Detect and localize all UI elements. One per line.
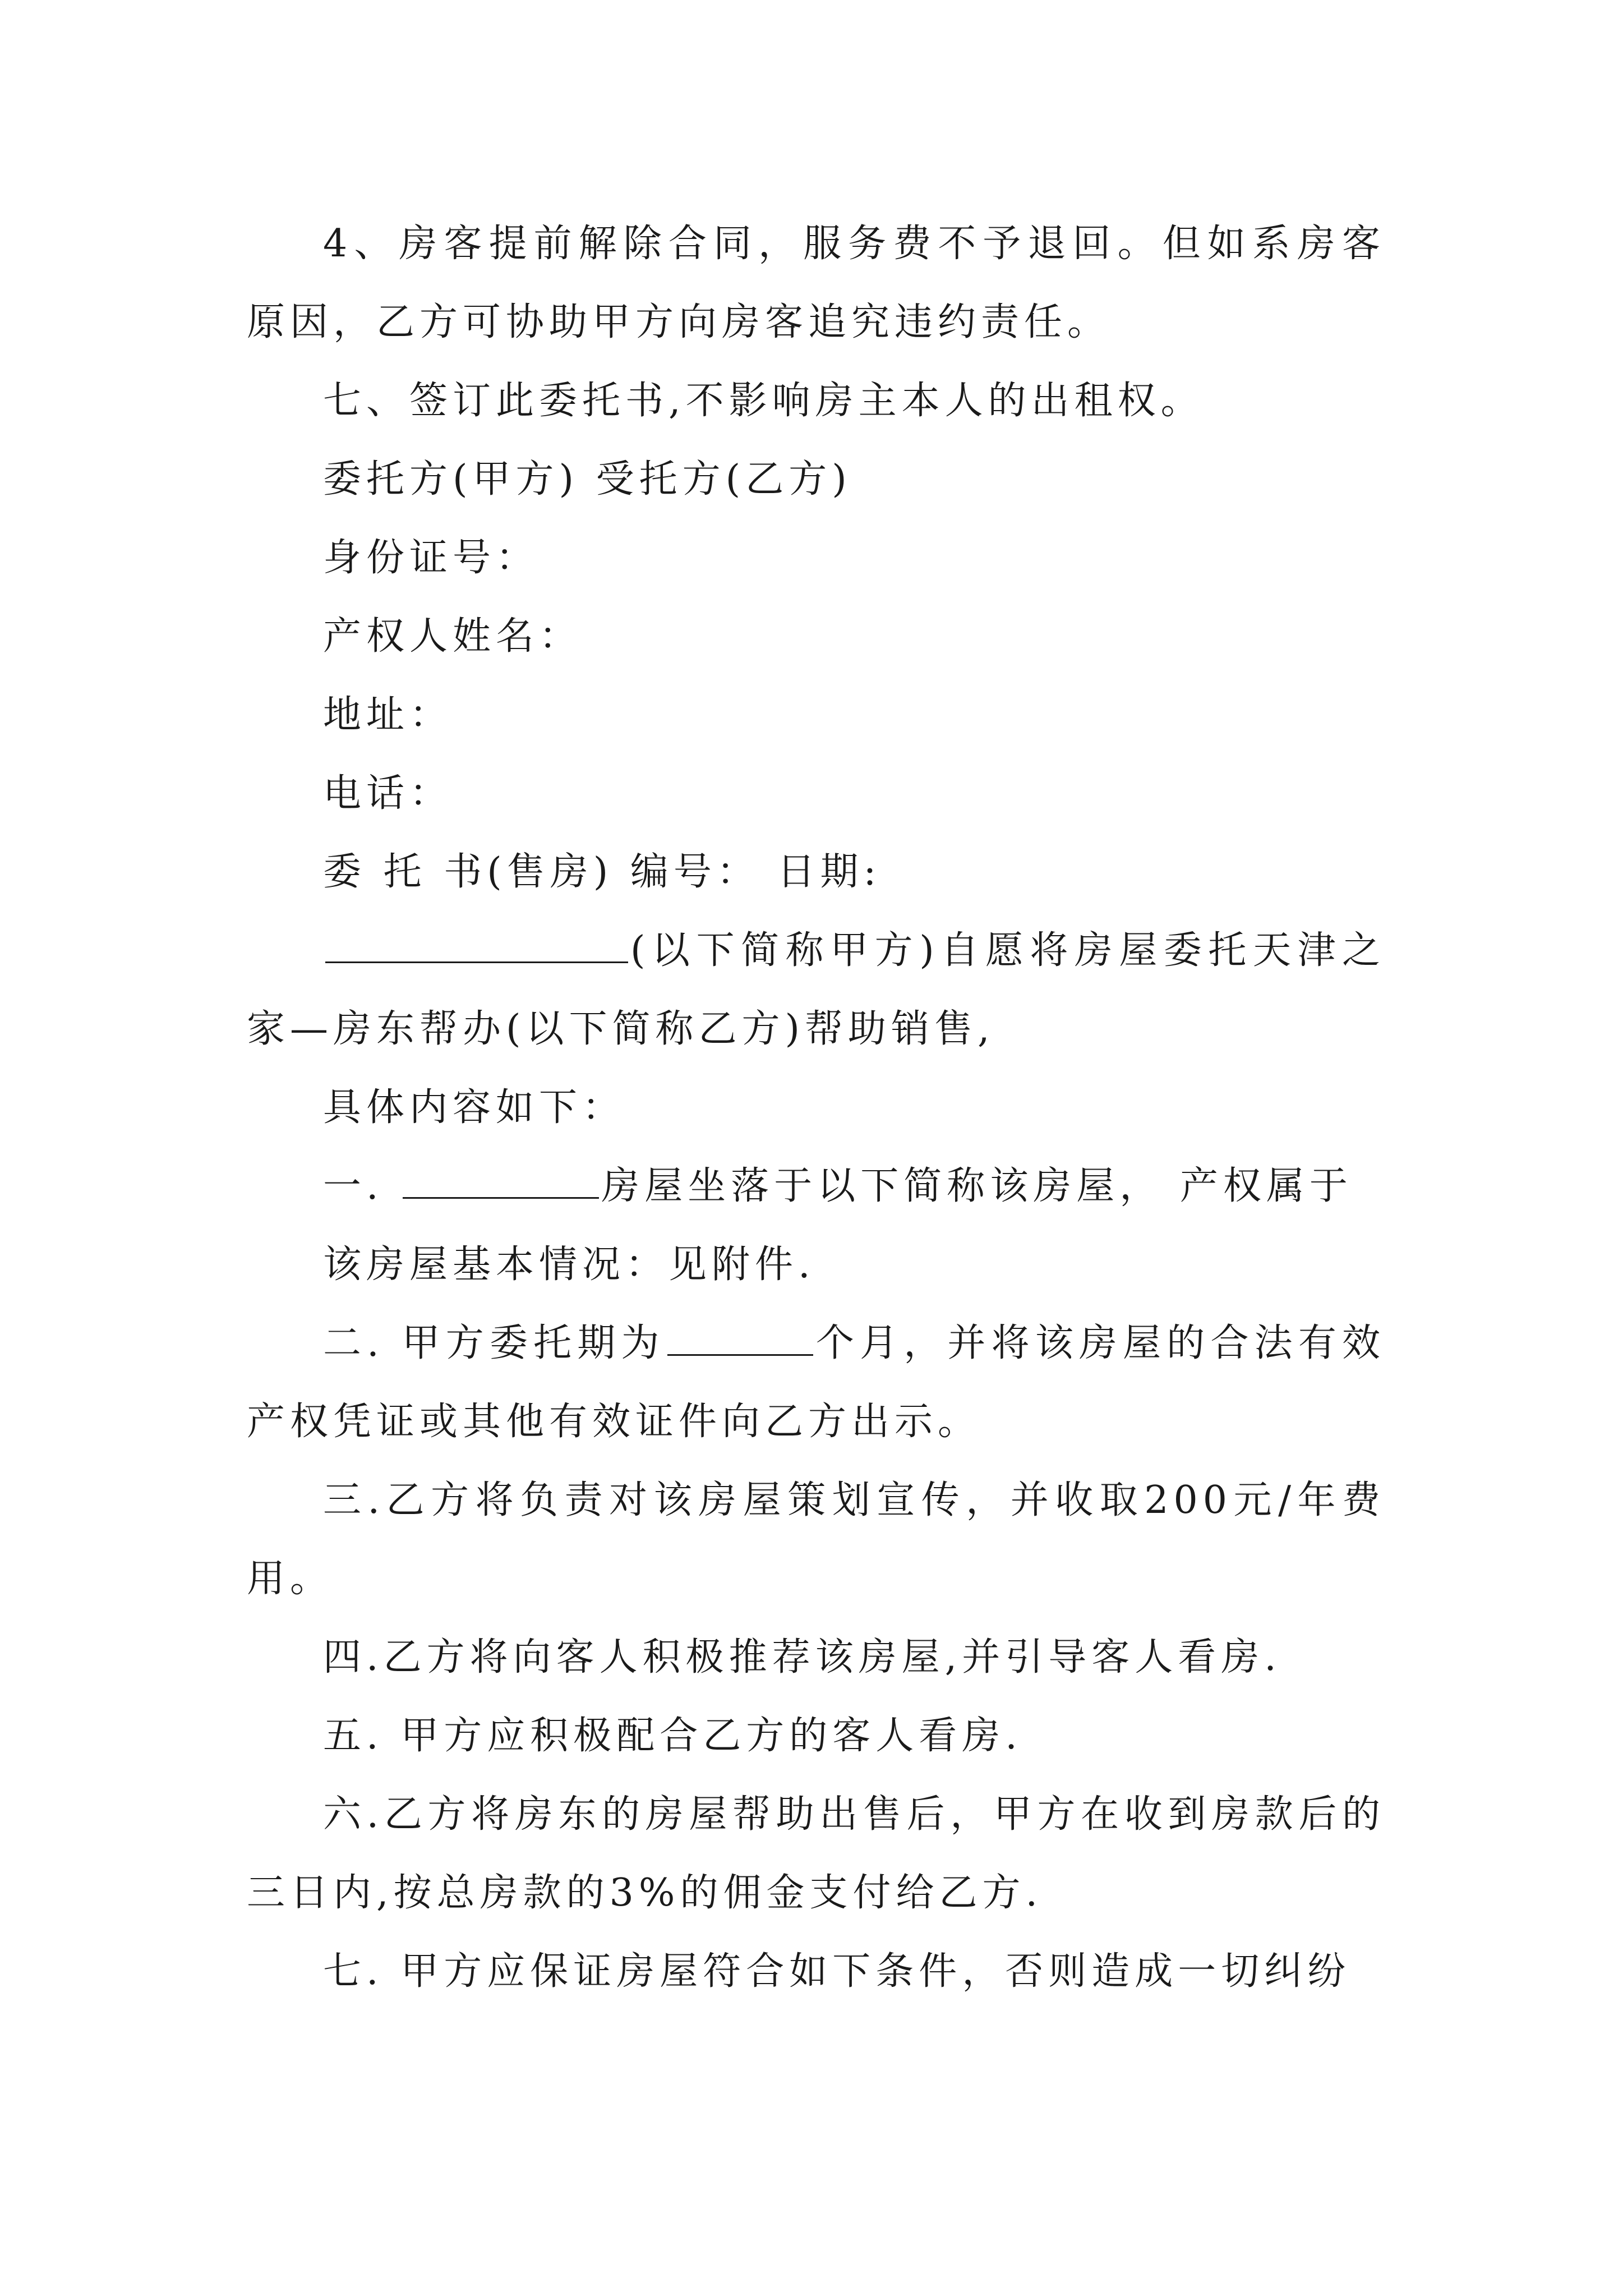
clause-6-commission: 六.乙方将房东的房屋帮助出售后，甲方在收到房款后的三日内,按总房款的3%的佣金支付给乙方. [247, 1792, 1385, 1915]
field-owner-name: 产权人姓名： [323, 614, 583, 659]
clause-1-number: 一. [323, 1164, 401, 1208]
clause-1-text: 房屋坐落于以下简称该房屋， 产权属于 [601, 1164, 1353, 1208]
paragraph-basic-info: 该房屋基本情况：见附件. [323, 1243, 815, 1287]
paragraph-entrust-sale [247, 912, 1385, 1069]
clause-2-lead: 二. 甲方委托期为 [323, 1321, 665, 1365]
field-id-number: 身份证号： [323, 536, 540, 580]
blank-months [667, 1320, 813, 1356]
clause-3-fee: 三.乙方将负责对该房屋策划宣传，并收取200元/年费用。 [247, 1478, 1385, 1601]
sale-commission-heading: 委 托 书(售房) 编号： 日期: [323, 850, 882, 894]
paragraph-early-termination: 4、房客提前解除合同，服务费不予退回。但如系房客原因，乙方可协助甲方向房客追究违约责任。 [247, 222, 1385, 344]
clause-5-cooperate: 五. 甲方应积极配合乙方的客人看房. [323, 1714, 1022, 1758]
paragraph-parties: 委托方(甲方) 受托方(乙方) [323, 457, 852, 501]
clause-4-recommend: 四.乙方将向客人积极推荐该房屋,并引导客人看房. [323, 1635, 1281, 1680]
entrust-sale-text: (以下简称甲方)自愿将房屋委托天津之家—房东帮办(以下简称乙方)帮助销售, [247, 928, 1385, 1051]
document-body [247, 205, 1385, 2011]
clause-7-conditions: 七. 甲方应保证房屋符合如下条件，否则造成一切纠纷 [323, 1949, 1351, 1994]
paragraph-rental-right: 七、签订此委托书,不影响房主本人的出租权。 [323, 379, 1204, 423]
clause-1-location [247, 1147, 1385, 1226]
field-phone: 电话： [323, 771, 453, 816]
blank-location [403, 1163, 599, 1199]
blank-party-a [325, 928, 628, 963]
clause-2-period [247, 1304, 1385, 1461]
clause-2-text: 个月，并将该房屋的合法有效产权凭证或其他有效证件向乙方出示。 [247, 1321, 1385, 1444]
field-address: 地址： [323, 693, 453, 737]
paragraph-details-intro: 具体内容如下： [323, 1085, 626, 1130]
